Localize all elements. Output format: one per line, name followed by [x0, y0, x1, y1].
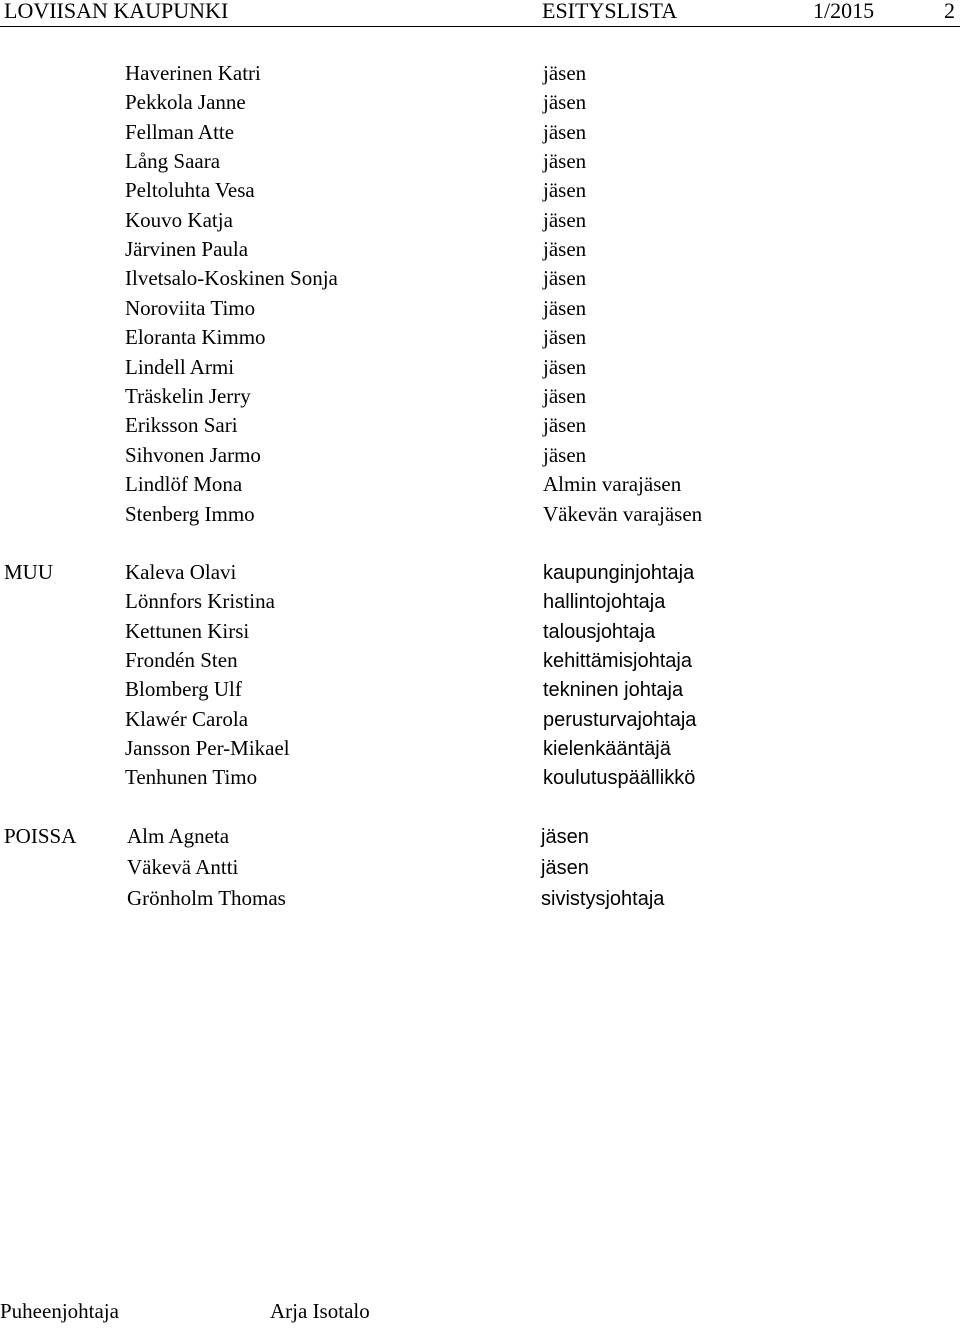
member-name: Fellman Atte — [125, 120, 235, 144]
muu-role: hallintojohtaja — [543, 591, 666, 613]
poissa-role: sivistysjohtaja — [541, 888, 665, 910]
member-name: Noroviita Timo — [125, 296, 256, 320]
member-name: Stenberg Immo — [125, 502, 255, 526]
member-name: Ilvetsalo-Koskinen Sonja — [125, 266, 338, 290]
member-name: Eriksson Sari — [125, 413, 238, 437]
member-role: jäsen — [543, 149, 587, 173]
header-org: LOVIISAN KAUPUNKI — [4, 0, 229, 23]
member-name: Eloranta Kimmo — [125, 325, 266, 349]
poissa-name: Alm Agneta — [127, 824, 230, 848]
member-name: Järvinen Paula — [125, 237, 249, 261]
member-name: Pekkola Janne — [125, 90, 246, 114]
member-role: jäsen — [543, 237, 587, 261]
muu-role: kaupunginjohtaja — [543, 562, 695, 584]
member-role: jäsen — [543, 208, 587, 232]
member-name: Sihvonen Jarmo — [125, 443, 261, 467]
muu-role: tekninen johtaja — [543, 679, 684, 701]
member-name: Kouvo Katja — [125, 208, 233, 232]
member-role: jäsen — [543, 120, 587, 144]
muu-name: Jansson Per-Mikael — [125, 736, 290, 760]
section-label-muu: MUU — [4, 560, 54, 584]
poissa-name: Grönholm Thomas — [127, 886, 286, 910]
member-role: jäsen — [543, 413, 587, 437]
muu-name: Blomberg Ulf — [125, 677, 242, 701]
member-role: jäsen — [543, 178, 587, 202]
muu-role: koulutuspäällikkö — [543, 767, 696, 789]
member-name: Lindlöf Mona — [125, 472, 243, 496]
member-role: Almin varajäsen — [543, 472, 682, 496]
poissa-role: jäsen — [541, 826, 589, 848]
member-role: Väkevän varajäsen — [543, 502, 703, 526]
member-role: jäsen — [543, 384, 587, 408]
muu-role: talousjohtaja — [543, 621, 656, 643]
member-role: jäsen — [543, 296, 587, 320]
member-role: jäsen — [543, 266, 587, 290]
muu-name: Kettunen Kirsi — [125, 619, 250, 643]
muu-role: kehittämisjohtaja — [543, 650, 692, 672]
header-doc-type: ESITYSLISTA — [542, 0, 678, 23]
member-name: Lång Saara — [125, 149, 221, 173]
member-role: jäsen — [543, 90, 587, 114]
poissa-role: jäsen — [541, 857, 589, 879]
footer-role-label: Puheenjohtaja — [0, 1299, 119, 1323]
member-name: Peltoluhta Vesa — [125, 178, 255, 202]
muu-role: kielenkääntäjä — [543, 738, 671, 760]
muu-name: Lönnfors Kristina — [125, 589, 275, 613]
header-rule — [0, 26, 960, 27]
muu-role: perusturvajohtaja — [543, 709, 697, 731]
member-name: Haverinen Katri — [125, 61, 261, 85]
header-page-number: 2 — [944, 0, 955, 23]
member-role: jäsen — [543, 355, 587, 379]
member-name: Träskelin Jerry — [125, 384, 251, 408]
member-role: jäsen — [543, 443, 587, 467]
header-issue: 1/2015 — [813, 0, 875, 23]
poissa-name: Väkevä Antti — [127, 855, 239, 879]
muu-name: Tenhunen Timo — [125, 765, 258, 789]
muu-name: Kaleva Olavi — [125, 560, 237, 584]
muu-name: Frondén Sten — [125, 648, 238, 672]
footer-signatory-name: Arja Isotalo — [270, 1299, 370, 1323]
member-role: jäsen — [543, 61, 587, 85]
member-role: jäsen — [543, 325, 587, 349]
muu-name: Klawér Carola — [125, 707, 249, 731]
member-name: Lindell Armi — [125, 355, 235, 379]
section-label-poissa: POISSA — [4, 824, 77, 848]
